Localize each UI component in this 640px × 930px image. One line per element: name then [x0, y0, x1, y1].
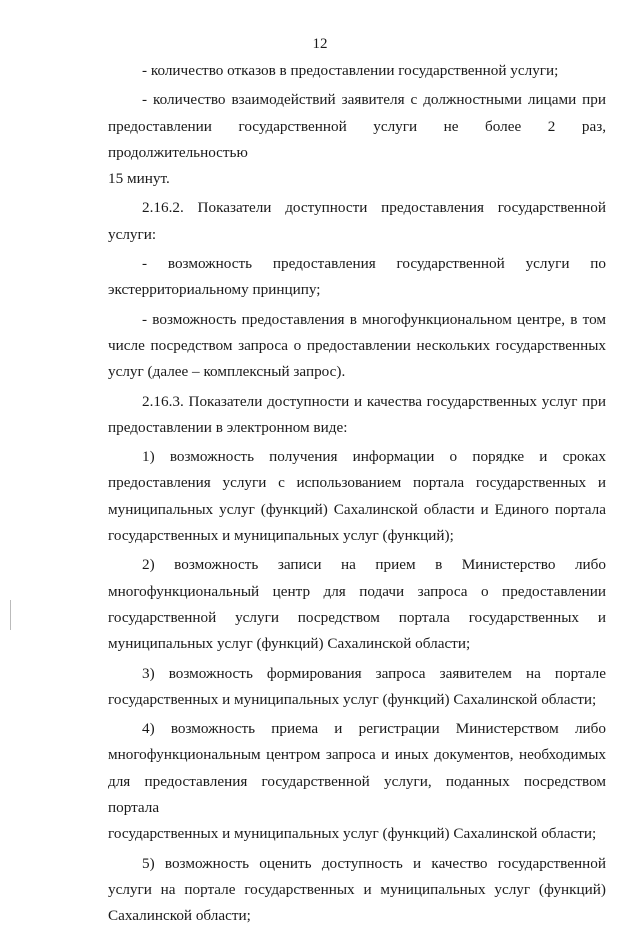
page-number: 12 — [312, 36, 328, 52]
text-line: услуг (далее – комплексный запрос). — [108, 363, 346, 381]
text-line: 5) возможность оценить доступность и качество государственной — [142, 854, 606, 872]
text-line: многофункциональным центром запроса и иных документов, необходимых — [108, 746, 606, 764]
text-line: для предоставления государственной услуги, поданных посредством портала — [108, 772, 606, 817]
text-line: предоставлении государственной услуги не более 2 раз, продолжительностью — [108, 117, 606, 161]
text-line: Сахалинской области; — [108, 907, 251, 925]
text-line: - количество отказов в предоставлении государственной услуги; — [142, 62, 559, 79]
text-line: государственной услуги посредством портала государственных и — [108, 608, 606, 626]
text-line: экстерриториальному принципу; — [108, 281, 321, 299]
scan-margin-mark — [10, 600, 11, 630]
text-line: предоставления услуги с использованием портала государственных и — [108, 474, 606, 492]
text-line: муниципальных услуг (функций) Сахалинской области и Единого портала — [108, 500, 606, 518]
text-line: 15 минут. — [108, 170, 170, 188]
text-line: услуги на портале государственных и муниципальных услуг (функций) — [108, 880, 606, 898]
text-line: - возможность предоставления в многофункциональном центре, в том — [142, 310, 606, 328]
text-line: - количество взаимодействий заявителя с должностными лицами при — [142, 91, 606, 109]
text-line: 2) возможность записи на прием в Министерство либо — [142, 556, 606, 574]
text-line: 1) возможность получения информации о порядке и сроках — [142, 448, 606, 466]
text-line: предоставлении в электронном виде: — [108, 418, 348, 436]
text-line: 4) возможность приема и регистрации Министерством либо — [142, 720, 606, 738]
text-line: услуги: — [108, 225, 157, 243]
document-body — [108, 58, 606, 930]
text-line: государственных и муниципальных услуг (функций) Сахалинской области; — [108, 825, 597, 843]
text-line: 2.16.2. Показатели доступности предоставления государственной — [142, 199, 606, 217]
text-line: государственных и муниципальных услуг (функций) Сахалинской области; — [108, 690, 597, 708]
text-line: - возможность предоставления государственной услуги по — [142, 255, 606, 273]
text-line: 2.16.3. Показатели доступности и качества государственных услуг при — [142, 392, 606, 410]
text-line: государственных и муниципальных услуг (функций); — [108, 527, 454, 545]
text-line: муниципальных услуг (функций) Сахалинской области; — [108, 635, 471, 653]
text-line: числе посредством запроса о предоставлении нескольких государственных — [108, 336, 606, 354]
text-line: 3) возможность формирования запроса заявителем на портале — [142, 664, 606, 682]
text-line: многофункциональный центр для подачи запроса о предоставлении — [108, 582, 606, 600]
